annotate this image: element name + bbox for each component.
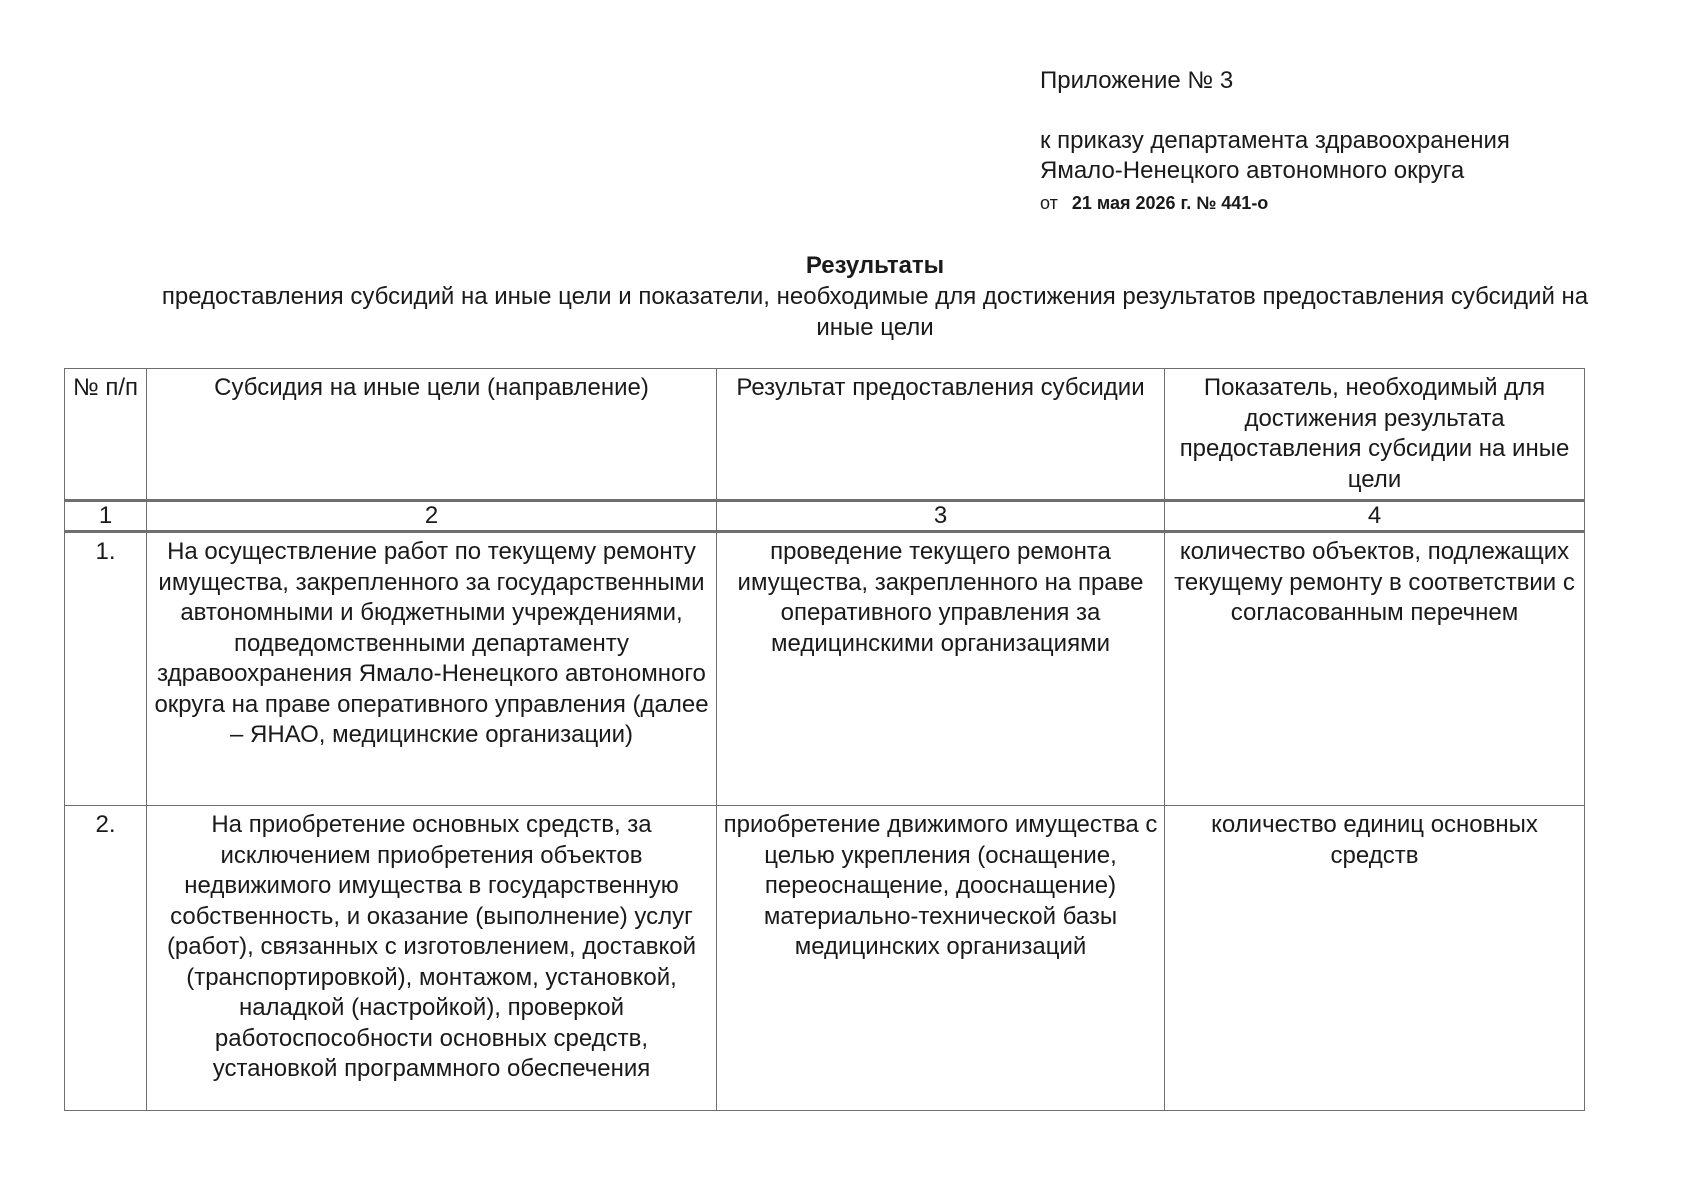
appendix-order-line [1040,188,1510,218]
appendix-label: Приложение № 3 [1040,67,1234,94]
row-result: приобретение движимого имущества с целью укрепления (оснащение, переоснащение, дооснащение) материально-технической базы медицинских организаций [717,806,1165,1111]
column-number: 1 [65,501,147,532]
column-number: 2 [147,501,717,532]
title-heading: Результаты [805,252,945,279]
row-indicator: количество объектов, подлежащих текущему ремонту в соответствии с согласованным перечнем [1165,532,1585,806]
column-number: 4 [1165,501,1585,532]
title-subtitle: предоставления субсидий на иные цели и показатели, необходимые для достижения результатов предоставления субсидий на иные цели [161,283,1589,341]
row-indicator: количество единиц основных средств [1165,806,1585,1111]
table-header-row [65,369,1585,501]
appendix-block [1040,66,1510,218]
appendix-order-date-number: 21 мая 2026 г. № 441-о [1071,193,1269,213]
header-result: Результат предоставления субсидии [717,369,1165,501]
row-subsidy: На приобретение основных средств, за исключением приобретения объектов недвижимого имущества в государственную собственность, и оказание (выполнение) услуг (работ), связанных с изготовлением, доставкой (транспортировкой), монтажом, установкой, наладкой (настройкой), проверкой работоспособности основных средств, установкой программного обеспечения [147,806,717,1111]
appendix-from-word: от [1040,193,1058,213]
header-number: № п/п [65,369,147,501]
appendix-order-reference: к приказу департамента здравоохранения [1040,127,1510,154]
column-number-row [65,501,1585,532]
appendix-region: Ямало-Ненецкого автономного округа [1040,157,1465,184]
row-number: 2. [65,806,147,1111]
row-result: проведение текущего ремонта имущества, закрепленного на праве оперативного управления за медицинскими организациями [717,532,1165,806]
table-row [65,806,1585,1111]
results-table [64,368,1585,1111]
document-title [60,250,1690,343]
column-number: 3 [717,501,1165,532]
row-number: 1. [65,532,147,806]
table-row [65,532,1585,806]
row-subsidy: На осуществление работ по текущему ремонту имущества, закрепленного за государственными автономными и бюджетными учреждениями, подведомственными департаменту здравоохранения Ямало-Ненецкого автономного округа на праве оперативного управления (далее – ЯНАО, медицинские организации) [147,532,717,806]
header-indicator: Показатель, необходимый для достижения результата предоставления субсидии на иные цели [1165,369,1585,501]
header-subsidy: Субсидия на иные цели (направление) [147,369,717,501]
